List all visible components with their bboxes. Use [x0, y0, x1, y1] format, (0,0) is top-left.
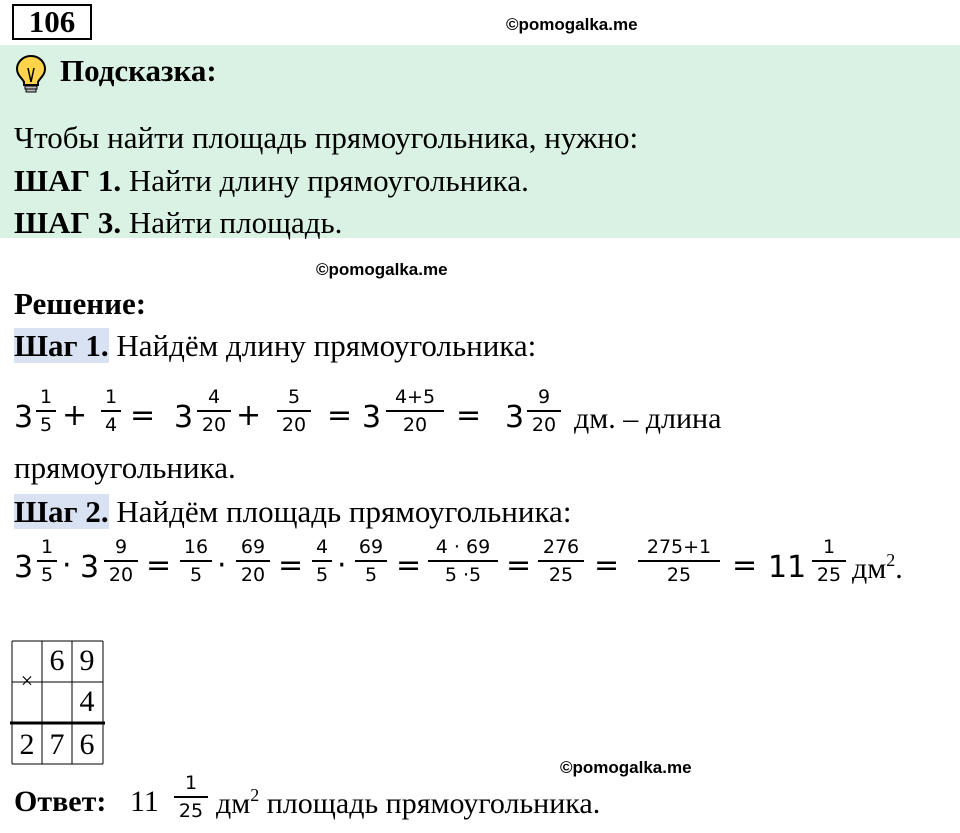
eq2-fraction-8: 276 25: [538, 536, 584, 586]
result-digit: 6: [79, 728, 95, 761]
hint-step-1-text: Найти длину прямоугольника.: [121, 163, 529, 198]
answer-text: $дм^2$ площадь прямоугольника.: [216, 785, 601, 820]
eq2-equals-2: =: [278, 548, 304, 583]
watermark: ©pomogalka.me: [316, 260, 448, 279]
eq1-equals-2: =: [327, 398, 353, 433]
eq1-fraction-4: 5 20: [277, 386, 311, 436]
hint-intro: Чтобы найти площадь прямоугольника, нужно:: [14, 120, 639, 155]
eq2-fraction-4: 69 20: [236, 536, 270, 586]
hint-step-1-label: ШАГ 1.: [14, 163, 122, 198]
eq2-unit: $дм^2$.: [852, 550, 903, 585]
eq2-dot-2: ·: [217, 548, 227, 583]
eq2-dot-1: ·: [62, 548, 72, 583]
eq2-whole-3: 11: [768, 550, 807, 585]
step-1-label: Шаг 1.: [14, 328, 109, 363]
lightbulb-icon: [14, 54, 48, 94]
answer-fraction: 1 25: [174, 772, 208, 822]
solution-title: Решение:: [14, 286, 147, 321]
eq1-fraction-5: 4+5 20: [386, 386, 444, 436]
step-1-text: Найдём длину прямоугольника:: [108, 328, 537, 363]
eq2-fraction-5: 4 5: [312, 536, 332, 586]
answer-label: Ответ:: [14, 785, 107, 818]
step-2-label: Шаг 2.: [14, 494, 109, 529]
eq2-fraction-10: 1 25: [812, 536, 846, 586]
eq2-fraction-2: 9 20: [104, 536, 138, 586]
eq2-fraction-6: 69 5: [355, 536, 387, 586]
result-digit: 2: [19, 728, 35, 761]
eq1-plus-1: +: [62, 398, 88, 433]
hint-step-1: [14, 163, 529, 199]
eq2-equals-4: =: [506, 548, 532, 583]
hint-step-3: [14, 205, 342, 241]
step-2-text: Найдём площадь прямоугольника:: [108, 494, 572, 529]
mult-digit: 4: [79, 685, 95, 718]
eq2-equals-1: =: [146, 548, 172, 583]
eq1-equals-1: =: [130, 398, 156, 433]
eq1-whole-3: 3: [362, 400, 382, 435]
eq2-fraction-1: 1 5: [37, 536, 57, 586]
eq1-whole-1: 3: [14, 400, 34, 435]
eq2-equals-3: =: [396, 548, 422, 583]
hint-step-3-text: Найти площадь.: [121, 205, 343, 240]
eq2-dot-3: ·: [337, 548, 347, 583]
eq1-equals-3: =: [456, 398, 482, 433]
eq1-whole-2: 3: [174, 400, 194, 435]
mult-digit: 9: [79, 644, 95, 677]
eq1-whole-4: 3: [505, 400, 525, 435]
step-1-continuation: прямоугольника.: [14, 450, 236, 485]
eq1-fraction-2: 1 4: [101, 386, 121, 436]
multiply-sign: ×: [20, 668, 34, 693]
hint-step-3-label: ШАГ 3.: [14, 205, 122, 240]
eq2-fraction-3: 16 5: [180, 536, 212, 586]
eq1-plus-2: +: [236, 398, 262, 433]
mult-digit: 6: [49, 644, 65, 677]
eq1-fraction-3: 4 20: [197, 386, 231, 436]
eq2-fraction-7: 4 · 69 5 ·5: [428, 536, 498, 586]
eq2-fraction-9: 275+1 25: [638, 536, 720, 586]
solution-step-1: [14, 328, 536, 364]
problem-number: 106: [12, 4, 92, 40]
eq1-fraction-6: 9 20: [527, 386, 561, 436]
answer-whole: 11: [130, 785, 159, 818]
eq2-whole-2: 3: [80, 550, 100, 585]
watermark: ©pomogalka.me: [506, 15, 638, 34]
hint-title: Подсказка:: [60, 53, 217, 88]
eq1-fraction-1: 1 5: [36, 386, 56, 436]
eq2-equals-5: =: [594, 548, 620, 583]
solution-step-2: [14, 494, 571, 530]
eq1-unit: дм. – длина: [574, 402, 722, 435]
result-digit: 7: [49, 728, 65, 761]
eq2-equals-6: =: [732, 548, 758, 583]
watermark: ©pomogalka.me: [560, 758, 692, 777]
eq2-whole-1: 3: [14, 550, 34, 585]
